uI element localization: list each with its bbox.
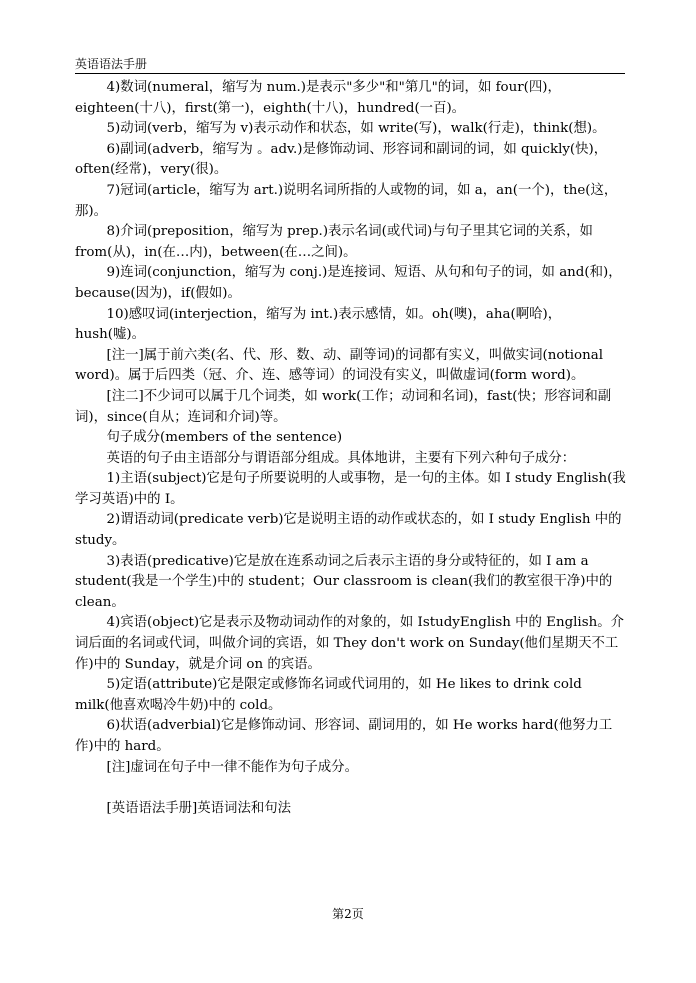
section-heading: [英语语法手册]英语词法和句法 xyxy=(106,800,292,816)
running-header: 英语语法手册 xyxy=(75,55,625,74)
paragraph-adverbial: 6)状语(adverbial)它是修饰动词、形容词、副词用的，如 He works hard(他努力工作)中的 hard。 xyxy=(75,718,613,754)
paragraph-attribute: 5)定语(attribute)它是限定或修饰名词或代词用的，如 He likes to drink cold milk(他喜欢喝冷牛奶)中的 cold。 xyxy=(75,677,582,713)
paragraph-predicative: 3)表语(predicative)它是放在连系动词之后表示主语的身分或特征的，如 I am a student(我是一个学生)中的 student；Our classroom is clean(我们的教室很干净)中的 clean。 xyxy=(75,553,613,610)
paragraph-object: 4)宾语(object)它是表示及物动词动作的对象的，如 IstudyEnglish 中的 English。介词后面的名词或代词，叫做介词的宾语，如 They don't work on Sunday(他们星期天不工作)中的 Sunday，就是介词 on 的宾语。 xyxy=(75,615,624,672)
paragraph-article: 7)冠词(article，缩写为 art.)说明名词所指的人或物的词，如 a，an(一个)，the(这，那)。 xyxy=(75,182,618,219)
paragraph-predicate-verb: 2)谓语动词(predicate verb)它是说明主语的动作或状态的，如 I study English 中的 study。 xyxy=(75,512,622,549)
paragraph-subject: 1)主语(subject)它是句子所要说明的人或事物，是一句的主体。如 I study English(我学习英语)中的 I。 xyxy=(75,471,626,507)
paragraph-adverb: 6)副词(adverb，缩写为 。adv.)是修饰动词、形容词和副词的词，如 quickly(快)，often(经常)，very(很)。 xyxy=(75,141,608,178)
note-function-words: [注]虚词在句子中一律不能作为句子成分。 xyxy=(106,759,358,775)
paragraph-intro-members: 英语的句子由主语部分与谓语部分组成。具体地讲，主要有下列六种句子成分： xyxy=(106,450,576,466)
subheading-sentence-members: 句子成分(members of the sentence) xyxy=(106,430,343,446)
note-one: [注一]属于前六类(名、代、形、数、动、副等词)的词都有实义，叫做实词(notional word)。属于后四类（冠、介、连、感等词）的词没有实义，叫做虚词(form word)。 xyxy=(75,347,604,384)
paragraph-interjection: 10)感叹词(interjection，缩写为 int.)表示感情，如。oh(噢)，aha(啊哈)，hush(嘘)。 xyxy=(75,306,562,343)
paragraph-conjunction: 9)连词(conjunction，缩写为 conj.)是连接词、短语、从句和句子的词，如 and(和)，because(因为)，if(假如)。 xyxy=(75,265,622,301)
paragraph-numeral: 4)数词(numeral，缩写为 num.)是表示"多少"和"第几"的词，如 four(四)，eighteen(十八)，first(第一)，eighth(十八)，hundred(一百)。 xyxy=(75,80,561,116)
note-two: [注二]不少词可以属于几个词类，如 work(工作；动词和名词)，fast(快；形容词和副词)，since(自从；连词和介词)等。 xyxy=(75,388,612,425)
page-number: 第2页 xyxy=(332,907,364,921)
body-text xyxy=(75,78,627,819)
blank-line xyxy=(75,778,627,799)
paragraph-verb: 5)动词(verb，缩写为 v)表示动作和状态，如 write(写)，walk(行走)，think(想)。 xyxy=(106,121,606,137)
paragraph-preposition: 8)介词(preposition，缩写为 prep.)表示名词(或代词)与句子里其它词的关系，如 from(从)，in(在…内)，between(在…之间)。 xyxy=(75,224,593,260)
